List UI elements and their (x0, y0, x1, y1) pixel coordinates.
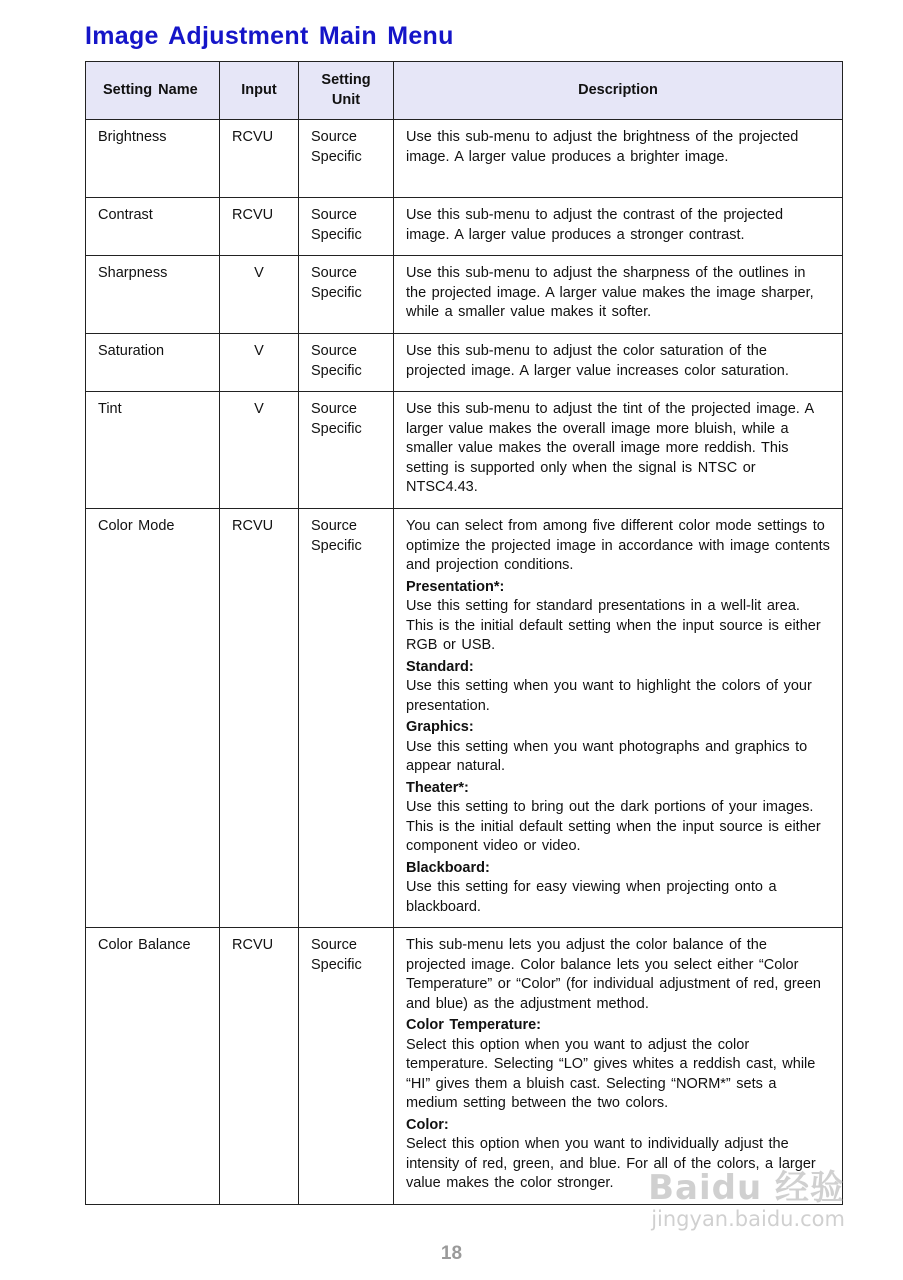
page-title: Image Adjustment Main Menu (85, 22, 454, 50)
setting-unit: Source Specific (299, 256, 394, 334)
header-setting-unit: Setting Unit (299, 62, 394, 120)
setting-name: Color Balance (86, 928, 220, 1205)
setting-unit: Source Specific (299, 392, 394, 509)
option-text: Use this setting for standard presentations in a well-lit area. This is the initial default setting when the input source is either RGB or USB. (406, 598, 821, 653)
setting-input: V (220, 392, 299, 509)
setting-description: Use this sub-menu to adjust the contrast of the projected image. A larger value produces a stronger contrast. (394, 198, 843, 256)
header-input: Input (220, 62, 299, 120)
table-row (86, 256, 843, 334)
setting-input: V (220, 256, 299, 334)
setting-unit: Source Specific (299, 120, 394, 198)
option-heading: Presentation*: (406, 578, 505, 595)
setting-name: Sharpness (86, 256, 220, 334)
table-row (86, 334, 843, 392)
option-heading: Graphics: (406, 719, 474, 735)
page-number: 18 (440, 1243, 463, 1264)
settings-table (85, 61, 843, 1205)
description-intro: This sub-menu lets you adjust the color balance of the projected image. Color balance lets you select either “Color Temperature” or “Color” (for individual adjustment of red, green and blue) as the adjustment method. (406, 937, 821, 1012)
option-heading: Standard: (406, 658, 474, 675)
setting-name: Tint (86, 392, 220, 509)
setting-input: RCVU (220, 198, 299, 256)
setting-name: Contrast (86, 198, 220, 256)
table-row (86, 392, 843, 509)
setting-unit: Source Specific (299, 509, 394, 928)
option-heading: Color: (406, 1116, 449, 1133)
setting-name: Brightness (86, 120, 220, 198)
watermark-logo: Baidu 经验 (648, 1168, 845, 1208)
option-heading: Color Temperature: (406, 1017, 541, 1033)
option-text: Use this setting to bring out the dark portions of your images. This is the initial default setting when the input source is either component video or video. (406, 799, 821, 854)
setting-input: V (220, 334, 299, 392)
setting-description: Use this sub-menu to adjust the sharpness of the outlines in the projected image. A larger value makes the image sharper, while a smaller value makes it softer. (394, 256, 843, 334)
table-row (86, 509, 843, 928)
watermark-url: jingyan.baidu.com (651, 1207, 845, 1231)
header-setting-name: Setting Name (86, 62, 220, 120)
header-description: Description (394, 62, 843, 120)
option-text: Use this setting when you want photographs and graphics to appear natural. (406, 738, 808, 774)
setting-description: Use this sub-menu to adjust the color saturation of the projected image. A larger value increases color saturation. (394, 334, 843, 392)
setting-name: Color Mode (86, 509, 220, 928)
setting-unit: Source Specific (299, 198, 394, 256)
table-row (86, 198, 843, 256)
table-row (86, 928, 843, 1205)
setting-input: RCVU (220, 509, 299, 928)
table-header-row (86, 62, 843, 120)
option-text: Select this option when you want to individually adjust the intensity of red, green, and blue. For all of the colors, a larger value makes the color stronger. (406, 1136, 816, 1191)
setting-input: RCVU (220, 120, 299, 198)
setting-description (394, 509, 843, 928)
description-intro: You can select from among five different color mode settings to optimize the projected image in accordance with image contents and projection conditions. (406, 518, 830, 573)
setting-name: Saturation (86, 334, 220, 392)
option-text: Select this option when you want to adjust the color temperature. Selecting “LO” gives whites a reddish cast, while “HI” gives them a bluish cast. Selecting “NORM*” sets a medium setting between the two colors. (406, 1036, 816, 1111)
option-heading: Theater*: (406, 779, 469, 796)
setting-description: Use this sub-menu to adjust the tint of the projected image. A larger value makes the overall image more bluish, while a smaller value makes the overall image more reddish. This setting is supported only when the signal is NTSC or NTSC4.43. (394, 392, 843, 509)
setting-description: Use this sub-menu to adjust the brightness of the projected image. A larger value produces a brighter image. (394, 120, 843, 198)
setting-unit: Source Specific (299, 928, 394, 1205)
option-text: Use this setting when you want to highlight the colors of your presentation. (406, 678, 812, 714)
setting-input: RCVU (220, 928, 299, 1205)
setting-description (394, 928, 843, 1205)
option-heading: Blackboard: (406, 859, 490, 876)
option-text: Use this setting for easy viewing when projecting onto a blackboard. (406, 879, 777, 915)
table-row (86, 120, 843, 198)
setting-unit: Source Specific (299, 334, 394, 392)
